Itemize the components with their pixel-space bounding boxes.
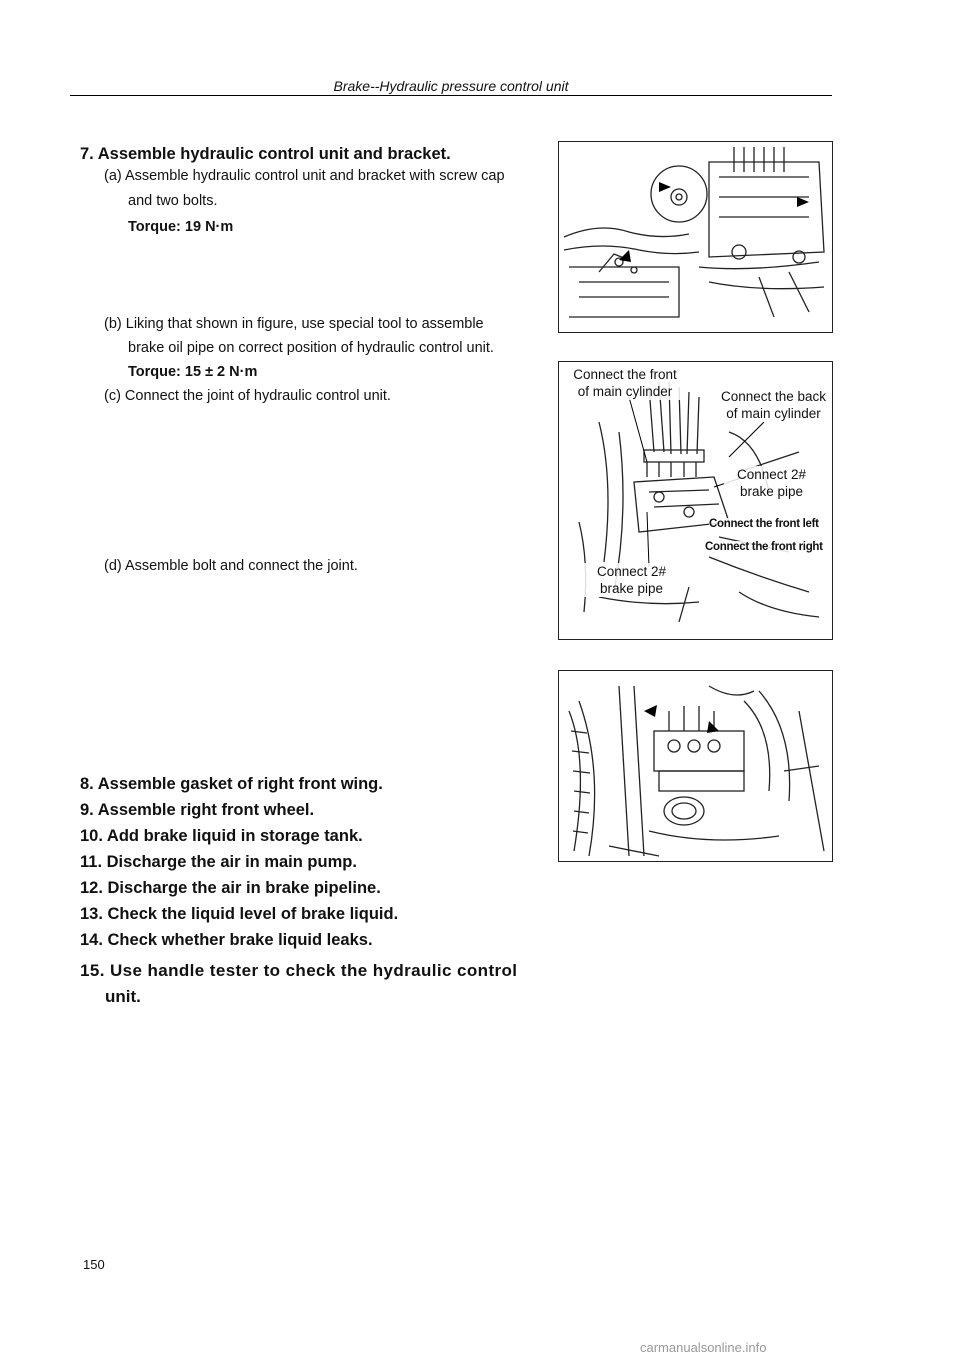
page-number: 150	[83, 1257, 105, 1272]
step-7b-line-1: (b) Liking that shown in figure, use special tool to assemble	[104, 316, 484, 332]
step-7b-line-2: brake oil pipe on correct position of hydraulic control unit.	[128, 340, 494, 356]
label-connect-2-brake-pipe-right	[724, 466, 819, 500]
label-connect-front-main-cylinder	[565, 366, 685, 400]
figure-hydraulic-unit-bracket	[558, 141, 833, 333]
step-14: 14. Check whether brake liquid leaks.	[80, 931, 373, 949]
label-connect-front-main-cylinder-text: Connect the front of main cylinder	[573, 367, 677, 399]
step-7b-torque: Torque: 15 ± 2 N·m	[128, 364, 258, 380]
label-connect-front-right: Connect the front right	[705, 541, 823, 553]
watermark: carmanualsonline.info	[640, 1340, 767, 1355]
step-7a-line-1: (a) Assemble hydraulic control unit and bracket with screw cap	[104, 168, 505, 184]
label-connect-front-left: Connect the front left	[709, 518, 819, 530]
figure-3-drawing	[559, 671, 832, 861]
step-8: 8. Assemble gasket of right front wing.	[80, 775, 383, 793]
step-7-heading: 7. Assemble hydraulic control unit and bracket.	[80, 145, 451, 163]
label-connect-2-brake-pipe-right-text: Connect 2# brake pipe	[736, 467, 807, 499]
label-connect-2-brake-pipe-bottom	[579, 563, 684, 597]
step-7a-torque: Torque: 19 N·m	[128, 219, 234, 235]
step-11: 11. Discharge the air in main pump.	[80, 853, 357, 871]
step-12: 12. Discharge the air in brake pipeline.	[80, 879, 381, 897]
step-7d-line: (d) Assemble bolt and connect the joint.	[104, 558, 358, 574]
step-15-line-1: 15. Use handle tester to check the hydraulic control	[80, 961, 518, 980]
step-9: 9. Assemble right front wheel.	[80, 801, 315, 819]
page-header-title: Brake--Hydraulic pressure control unit	[333, 78, 569, 94]
step-13: 13. Check the liquid level of brake liquid.	[80, 905, 399, 923]
step-7c-line: (c) Connect the joint of hydraulic control unit.	[104, 388, 391, 404]
step-10: 10. Add brake liquid in storage tank.	[80, 827, 363, 845]
label-connect-back-main-cylinder	[717, 388, 830, 422]
header-rule	[70, 95, 832, 96]
figure-brake-pipe-connections	[558, 361, 833, 640]
label-connect-back-main-cylinder-text: Connect the back of main cylinder	[720, 389, 827, 421]
step-7a-line-2: and two bolts.	[128, 193, 218, 209]
figure-1-drawing	[559, 142, 832, 332]
figure-bolt-and-joint	[558, 670, 833, 862]
step-15-line-2: unit.	[105, 987, 141, 1006]
label-connect-2-brake-pipe-bottom-text: Connect 2# brake pipe	[596, 564, 667, 596]
